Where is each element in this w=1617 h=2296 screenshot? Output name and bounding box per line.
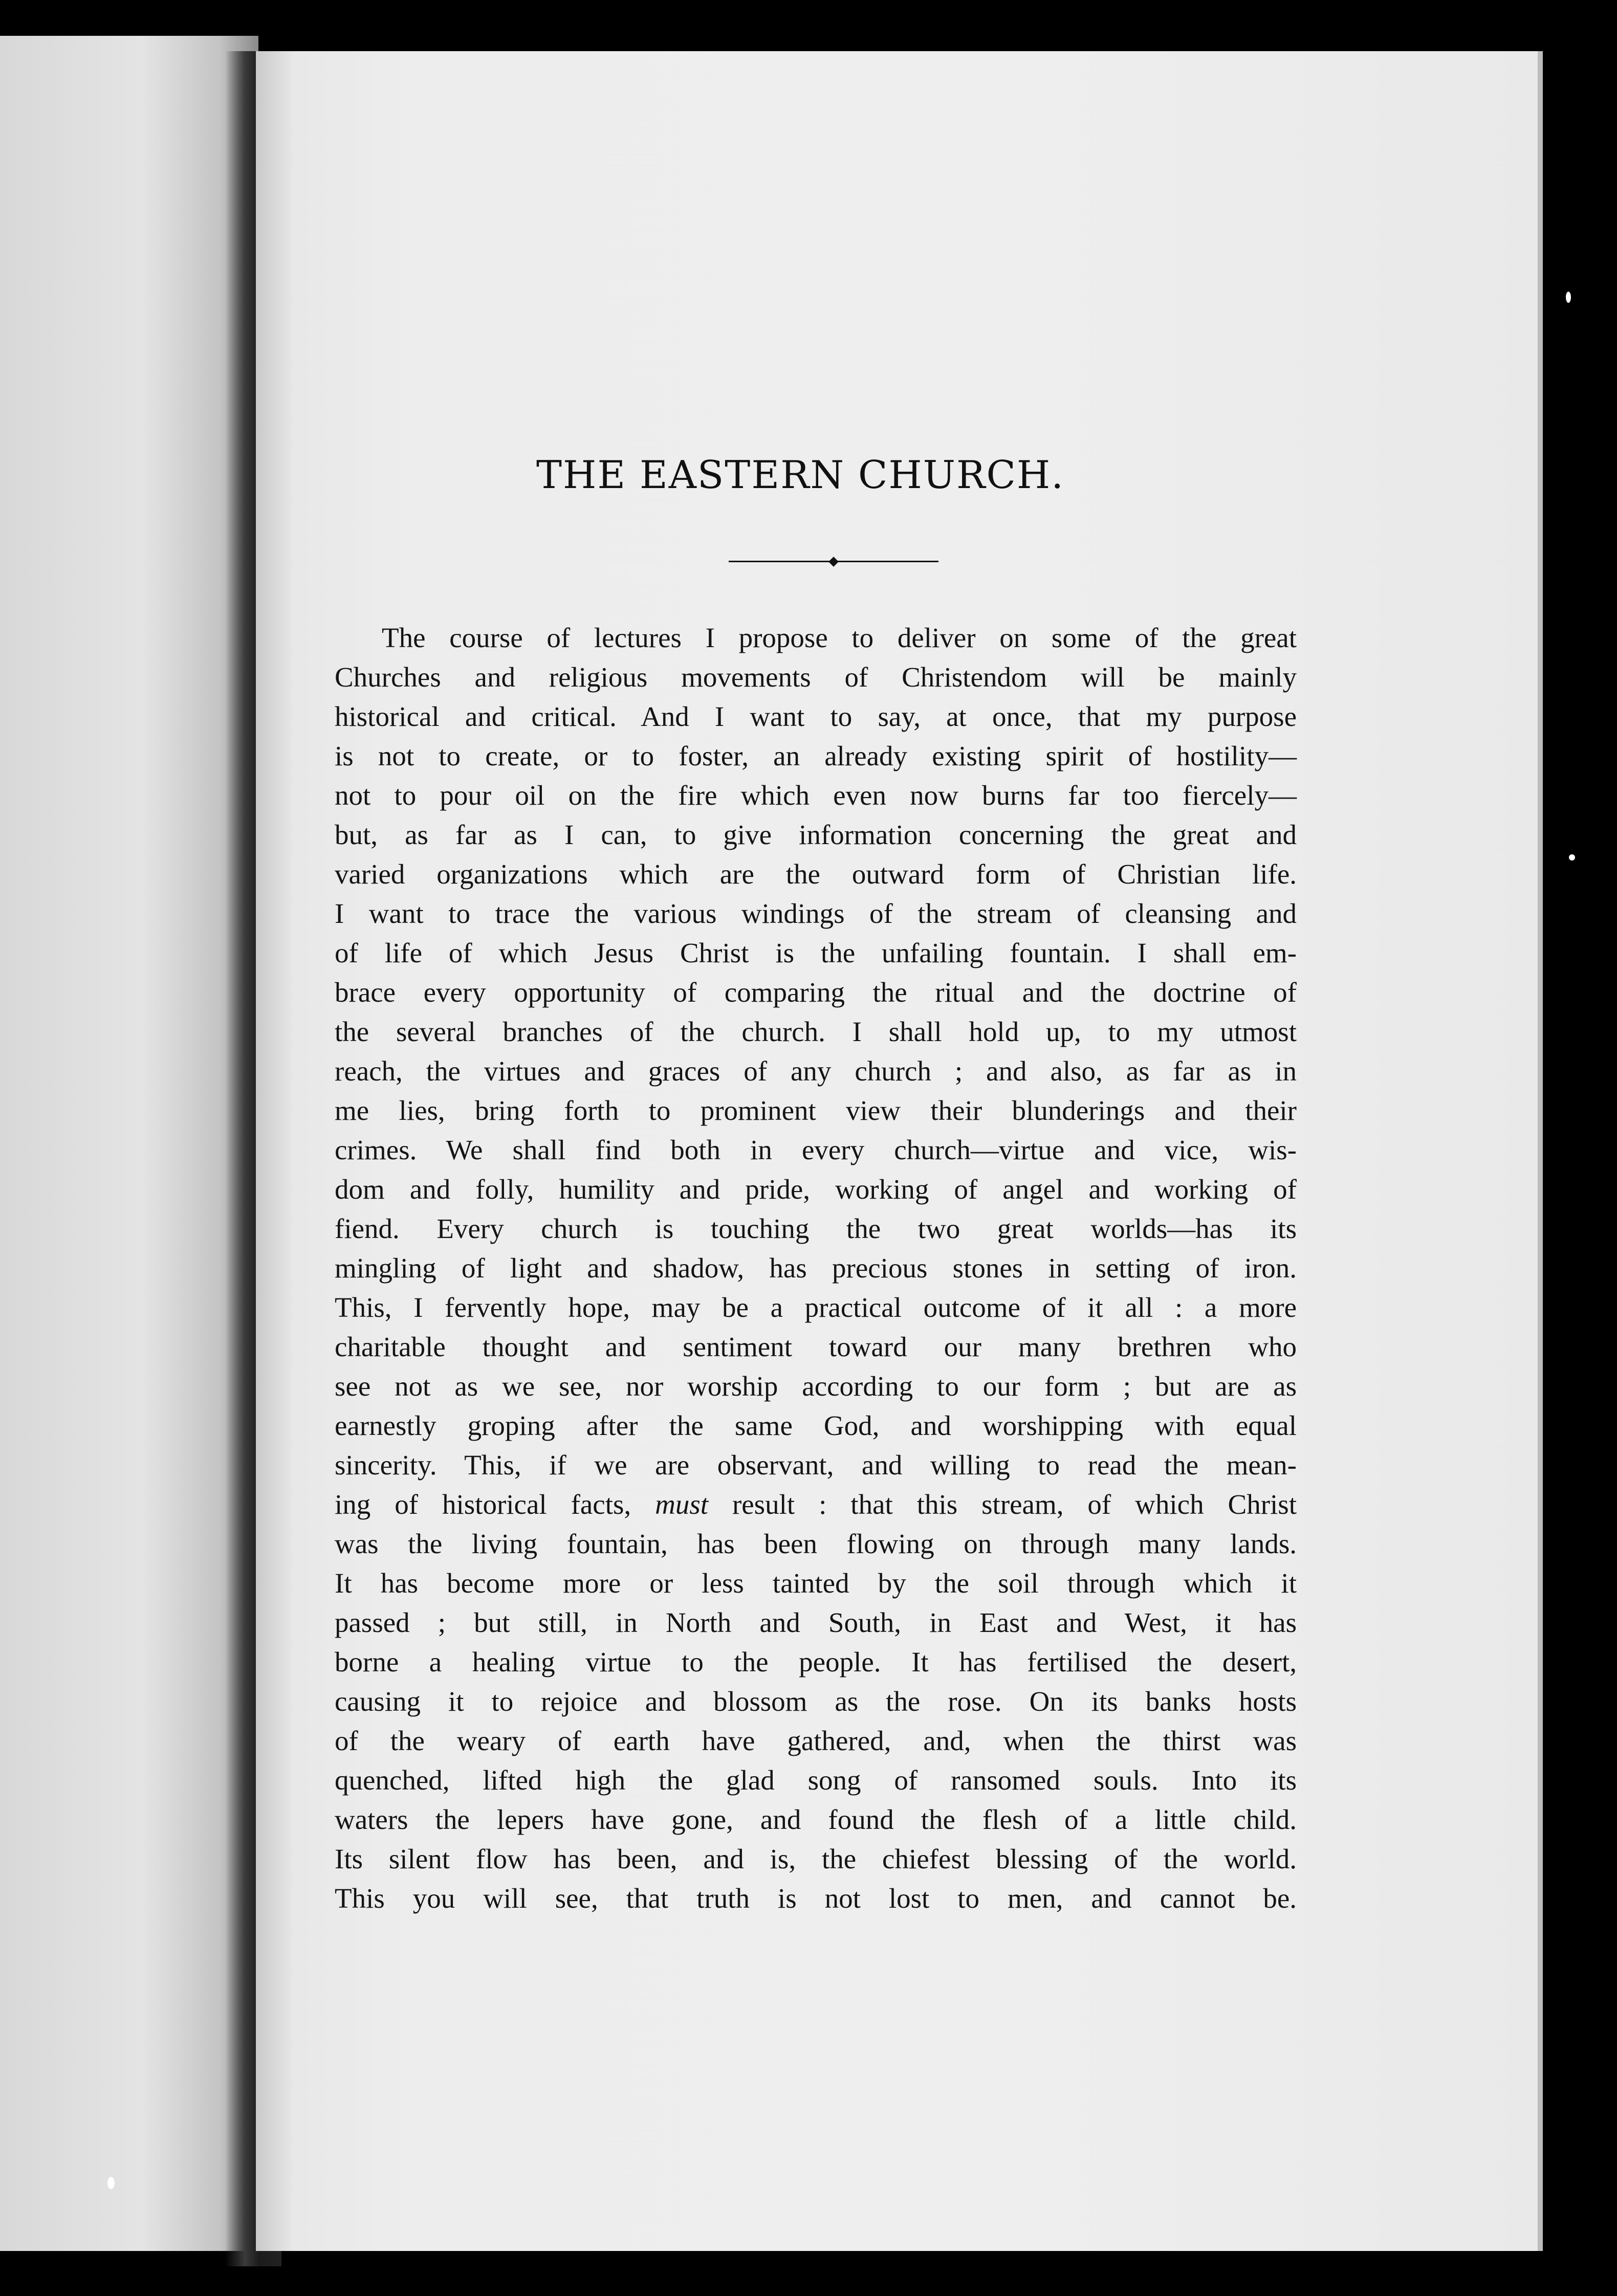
- text-line: but, as far as I can, to give information concerning the great and: [335, 819, 1297, 850]
- text-line-with-italic: [335, 1485, 1297, 1524]
- text-line: was the living fountain, has been flowing on through many lands.: [335, 1528, 1297, 1559]
- text-line: not to pour oil on the fire which even now burns far too fiercely—: [335, 780, 1297, 811]
- text-line: see not as we see, nor worship according to our form ; but are as: [335, 1371, 1297, 1402]
- text-line: passed ; but still, in North and South, in East and West, it has: [335, 1607, 1297, 1638]
- text-line: sincerity. This, if we are observant, and willing to read the mean-: [335, 1449, 1297, 1481]
- text-line: I want to trace the various windings of the stream of cleansing and: [335, 898, 1297, 929]
- scan-speck: [1569, 854, 1575, 860]
- text-line: brace every opportunity of comparing the ritual and the doctrine of: [335, 977, 1297, 1008]
- scan-speck: [107, 2177, 115, 2189]
- ornament-rule-right: [836, 561, 938, 562]
- text-line: Churches and religious movements of Christendom will be mainly: [335, 661, 1297, 693]
- text-line: mingling of light and shadow, has precious stones in setting of iron.: [335, 1252, 1297, 1284]
- text-line: The course of lectures I propose to deliver on some of the great: [382, 622, 1297, 653]
- text-line: reach, the virtues and graces of any church ; and also, as far as in: [335, 1055, 1297, 1087]
- text-line: fiend. Every church is touching the two great worlds—has its: [335, 1213, 1297, 1244]
- text-line: of the weary of earth have gathered, and, when the thirst was: [335, 1725, 1297, 1756]
- text-line: varied organizations which are the outward form of Christian life.: [335, 858, 1297, 890]
- text-line: It has become more or less tainted by the soil through which it: [335, 1568, 1297, 1599]
- text-line: This you will see, that truth is not lost to men, and cannot be.: [335, 1883, 1297, 1914]
- text-line: quenched, lifted high the glad song of ransomed souls. Into its: [335, 1764, 1297, 1796]
- title-ornament-rule: [729, 558, 938, 565]
- text-line: earnestly groping after the same God, and worshipping with equal: [335, 1410, 1297, 1441]
- body-paragraph: [335, 618, 1297, 1918]
- scan-speck: [1566, 292, 1571, 303]
- text-line: the several branches of the church. I shall hold up, to my utmost: [335, 1016, 1297, 1047]
- text-segment: result : that this stream, of which Christ: [708, 1489, 1297, 1520]
- ornament-rule-left: [729, 561, 831, 562]
- text-line: historical and critical. And I want to say, at once, that my purpose: [335, 701, 1297, 732]
- text-line: of life of which Jesus Christ is the unfailing fountain. I shall em-: [335, 937, 1297, 968]
- text-line: waters the lepers have gone, and found the flesh of a little child.: [335, 1804, 1297, 1835]
- text-line: causing it to rejoice and blossom as the rose. On its banks hosts: [335, 1686, 1297, 1717]
- text-line: crimes. We shall find both in every church—virtue and vice, wis-: [335, 1134, 1297, 1165]
- text-segment: ing of historical facts,: [335, 1489, 655, 1520]
- page-title: THE EASTERN CHURCH.: [536, 452, 1065, 497]
- previous-page-edge: [0, 36, 258, 2251]
- text-line: charitable thought and sentiment toward our many brethren who: [335, 1331, 1297, 1362]
- text-line: borne a healing virtue to the people. It has fertilised the desert,: [335, 1646, 1297, 1677]
- italic-word: must: [655, 1489, 709, 1520]
- page-edge: [1538, 51, 1543, 2251]
- text-line: This, I fervently hope, may be a practical outcome of it all : a more: [335, 1292, 1297, 1323]
- text-line: me lies, bring forth to prominent view their blunderings and their: [335, 1095, 1297, 1126]
- text-line: Its silent flow has been, and is, the chiefest blessing of the world.: [335, 1843, 1297, 1874]
- text-line: dom and folly, humility and pride, working of angel and working of: [335, 1174, 1297, 1205]
- text-line: is not to create, or to foster, an already existing spirit of hostility—: [335, 740, 1297, 771]
